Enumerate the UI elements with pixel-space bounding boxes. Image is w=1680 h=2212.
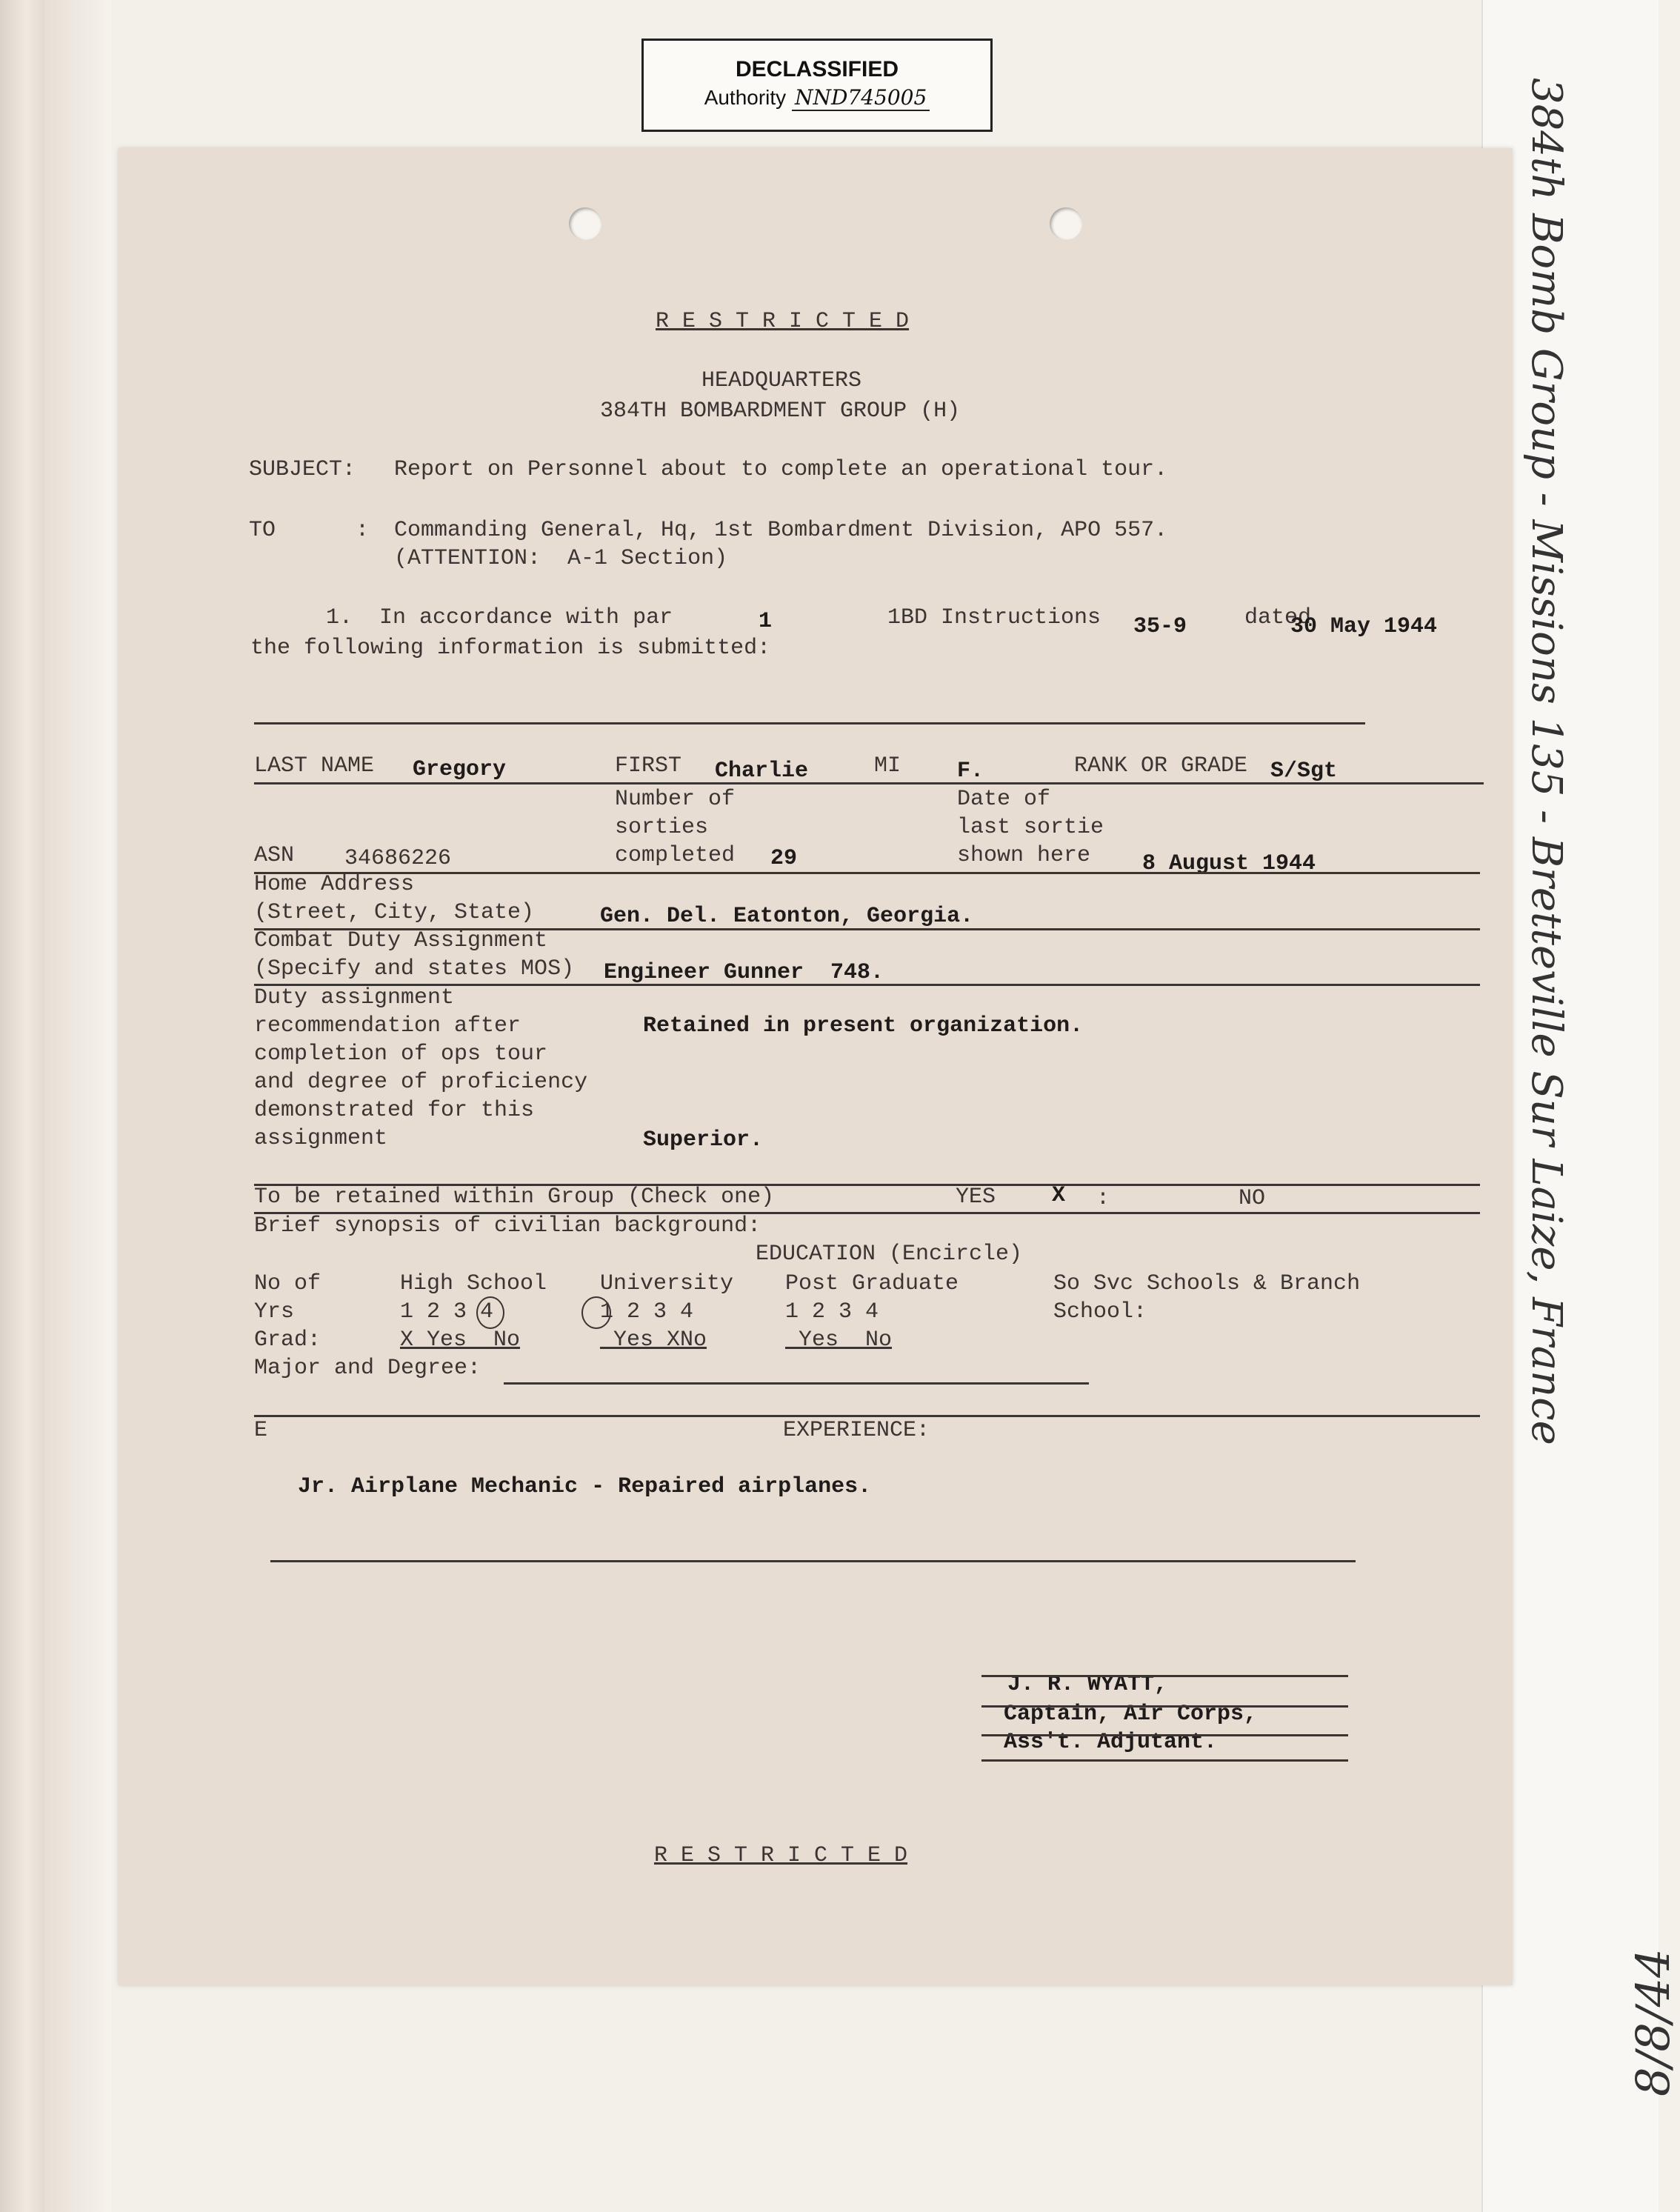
last-name-value: Gregory — [413, 757, 507, 782]
subject-label: SUBJECT: — [249, 457, 356, 482]
home-label-1: Home Address — [254, 872, 415, 897]
signature-rank: Captain, Air Corps, — [1004, 1702, 1258, 1727]
binder-edge — [0, 0, 44, 2212]
university-circle-mark — [581, 1296, 611, 1329]
last-sortie-value: 8 August 1944 — [1142, 851, 1316, 876]
signature-rule-1 — [981, 1675, 1348, 1677]
margin-handwritten-note: 384th Bomb Group - Missions 135 - Bretteville Sur Laize, France — [1522, 78, 1570, 1445]
first-name-label: FIRST — [615, 753, 682, 779]
education-label: EDUCATION (Encircle) — [756, 1242, 1023, 1267]
experience-value: Jr. Airplane Mechanic - Repaired airplanes. — [298, 1474, 872, 1499]
duty-label-1: Duty assignment — [254, 985, 455, 1010]
mi-label: MI — [874, 753, 901, 779]
duty-label-4: and degree of proficiency — [254, 1070, 588, 1095]
post-graduate-grad: Yes No — [785, 1327, 893, 1353]
no-of-label: No of — [254, 1271, 321, 1296]
stamp-title: DECLASSIFIED — [735, 57, 899, 81]
sorties-label-3: completed — [615, 843, 736, 868]
punch-hole-left — [569, 207, 601, 240]
synopsis-label: Brief synopsis of civilian background: — [254, 1213, 761, 1239]
instruction-number: 35-9 — [1133, 614, 1187, 639]
punch-hole-right — [1050, 207, 1082, 240]
major-degree-label: Major and Degree: — [254, 1356, 481, 1381]
last-name-label: LAST NAME — [254, 753, 375, 779]
experience-label: EXPERIENCE: — [783, 1418, 930, 1443]
to-line1: Commanding General, Hq, 1st Bombardment Division, APO 557. — [394, 518, 1168, 543]
high-school-years: 1 2 3 4 — [400, 1299, 494, 1325]
para-line2: the following information is submitted: — [250, 636, 771, 661]
combat-value: Engineer Gunner 748. — [604, 960, 884, 985]
dated-label: dated — [1244, 605, 1312, 630]
signature-rule-4 — [981, 1759, 1348, 1762]
subject-text: Report on Personnel about to complete an operational tour. — [394, 457, 1168, 482]
duty-recommendation: Retained in present organization. — [643, 1013, 1084, 1039]
header-headquarters: HEADQUARTERS — [701, 368, 862, 393]
to-line2: (ATTENTION: A-1 Section) — [394, 546, 728, 571]
signature-rule-2 — [981, 1705, 1348, 1708]
duty-label-3: completion of ops tour — [254, 1042, 548, 1067]
mi-value: F. — [957, 759, 984, 784]
binder-page-edges — [44, 0, 111, 2212]
asn-label: ASN — [254, 843, 295, 868]
signature-name: J. R. WYATT, — [1007, 1672, 1168, 1697]
margin-handwritten-date: 8/8/44 — [1626, 1948, 1680, 2096]
high-school-label: High School — [400, 1271, 547, 1296]
classification-top: R E S T R I C T E D — [656, 309, 910, 334]
post-graduate-years: 1 2 3 4 — [785, 1299, 879, 1325]
retained-label: To be retained within Group (Check one) — [254, 1185, 775, 1210]
combat-label-1: Combat Duty Assignment — [254, 928, 548, 953]
high-school-grad: X Yes No — [400, 1327, 521, 1353]
university-years: 1 2 3 4 — [600, 1299, 694, 1325]
no-label: NO — [1239, 1186, 1266, 1211]
signature-title: Ass't. Adjutant. — [1004, 1730, 1218, 1755]
stamp-authority-value: NND745005 — [792, 85, 930, 111]
to-label: TO : — [249, 518, 370, 543]
para-number: 1 — [759, 609, 773, 634]
yrs-label: Yrs — [254, 1299, 295, 1325]
experience-e-mark: E — [254, 1418, 268, 1443]
first-name-value: Charlie — [715, 759, 809, 784]
sorties-label-1: Number of — [615, 787, 736, 812]
declassified-stamp — [641, 39, 993, 132]
para-instructions: 1BD Instructions — [887, 605, 1101, 630]
header-group: 384TH BOMBARDMENT GROUP (H) — [600, 399, 961, 424]
name-row-rule — [254, 782, 1484, 784]
grad-label: Grad: — [254, 1327, 321, 1353]
asn-row-rule — [254, 872, 1480, 874]
yes-label: YES — [956, 1185, 996, 1210]
stamp-authority-label: Authority — [704, 86, 787, 109]
form-top-rule — [254, 722, 1365, 724]
duty-label-2: recommendation after — [254, 1013, 521, 1039]
stamp-authority — [644, 85, 990, 110]
para-start: 1. In accordance with par — [326, 605, 673, 630]
so-svc-label-1: So Svc Schools & Branch — [1053, 1271, 1361, 1296]
post-graduate-label: Post Graduate — [785, 1271, 959, 1296]
asn-value: 34686226 — [344, 846, 452, 871]
last-sortie-label-2: last sortie — [957, 815, 1104, 840]
sorties-label-2: sorties — [615, 815, 709, 840]
rank-value: S/Sgt — [1270, 759, 1338, 784]
last-sortie-label-3: shown here — [957, 843, 1091, 868]
sorties-value: 29 — [770, 846, 798, 871]
signature-rule-3 — [981, 1734, 1348, 1736]
duty-label-5: demonstrated for this — [254, 1098, 535, 1123]
duty-label-6: assignment — [254, 1126, 388, 1151]
major-degree-rule — [504, 1382, 1089, 1385]
yes-mark: X — [1052, 1183, 1066, 1208]
home-value: Gen. Del. Eatonton, Georgia. — [600, 904, 974, 929]
rank-label: RANK OR GRADE — [1074, 753, 1248, 779]
so-svc-label-2: School: — [1053, 1299, 1147, 1325]
university-label: University — [600, 1271, 734, 1296]
check-colon: : — [1096, 1186, 1110, 1211]
proficiency-value: Superior. — [643, 1127, 764, 1153]
last-sortie-label-1: Date of — [957, 787, 1051, 812]
report-sheet — [119, 148, 1513, 1985]
experience-bottom-rule — [270, 1560, 1356, 1562]
high-school-circle-mark — [476, 1296, 504, 1329]
classification-bottom: R E S T R I C T E D — [654, 1843, 908, 1868]
dated-value: 30 May 1944 — [1290, 614, 1438, 639]
home-label-2: (Street, City, State) — [254, 900, 535, 925]
university-grad: Yes XNo — [600, 1327, 707, 1353]
combat-label-2: (Specify and states MOS) — [254, 956, 575, 982]
